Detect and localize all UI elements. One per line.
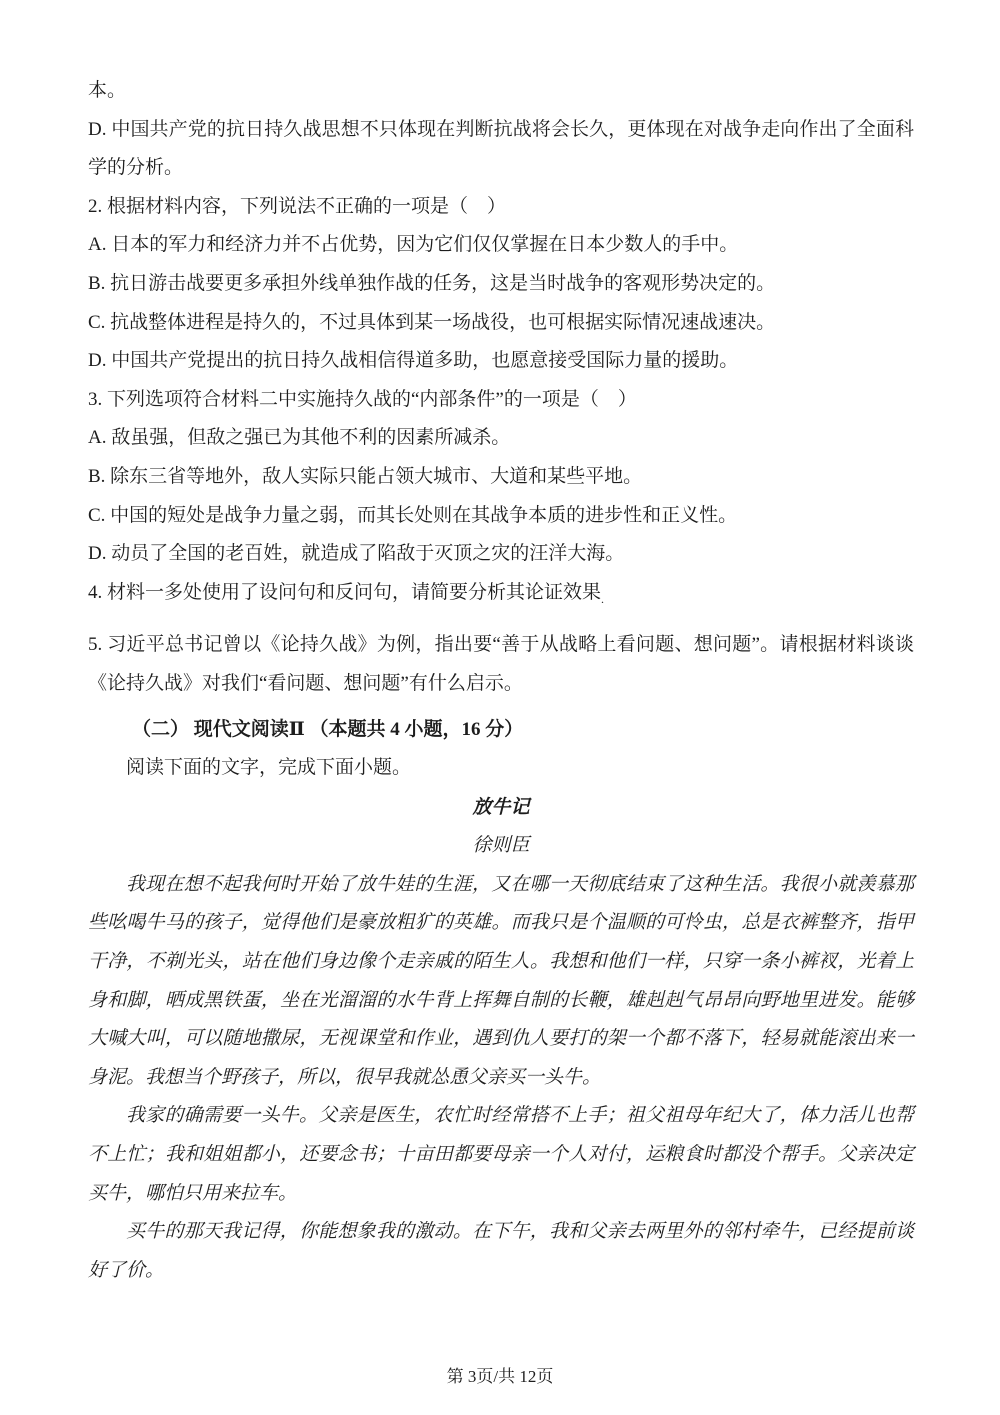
essay-title: 放牛记 (472, 795, 530, 818)
essay-author: 徐则臣 (472, 834, 530, 857)
question-4-text: 4. 材料一多处使用了设问句和反问句，请简要分析其论证效果 (88, 581, 602, 603)
question-5: 5. 习近平总书记曾以《论持久战》为例，指出要“善于从战略上看问题、想问题”。请根据材料谈谈《论持久战》对我们“看问题、想问题”有什么启示。 (88, 634, 914, 694)
exam-page-content (88, 72, 914, 1289)
question-3-stem: 3. 下列选项符合材料二中实施持久战的“内部条件”的一项是（ ） (88, 388, 637, 410)
question-4-trailing-period: . (601, 591, 605, 606)
question-3-option-d: D. 动员了全国的老百姓，就造成了陷敌于灭顶之灾的汪洋大海。 (88, 543, 625, 565)
essay-paragraph-3: 买牛的那天我记得，你能想象我的激动。在下午，我和父亲去两里外的邻村牵牛，已经提前谈好了价。 (88, 1220, 914, 1281)
question-4 (88, 574, 914, 619)
carryover-line: 本。 (88, 80, 127, 101)
question-2-option-a: A. 日本的军力和经济力并不占优势，因为它们仅仅掌握在日本少数人的手中。 (88, 234, 739, 256)
question-3-option-a: A. 敌虽强，但敌之强已为其他不利的因素所减杀。 (88, 427, 511, 449)
question-3-option-b: B. 除东三省等地外，敌人实际只能占领大城市、大道和某些平地。 (88, 465, 643, 487)
question-2-option-b: B. 抗日游击战要更多承担外线单独作战的任务，这是当时战争的客观形势决定的。 (88, 272, 776, 294)
essay-paragraph-2: 我家的确需要一头牛。父亲是医生，农忙时经常搭不上手；祖父祖母年纪大了，体力活儿也帮不上忙；我和姐姐都小，还要念书；十亩田都要母亲一个人对付，运粮食时都没个帮手。父亲决定买牛，哪怕只用来拉车。 (88, 1104, 914, 1204)
question-3-option-c: C. 中国的短处是战争力量之弱，而其长处则在其战争本质的进步性和正义性。 (88, 504, 738, 526)
question-1-option-d: D. 中国共产党的抗日持久战思想不只体现在判断抗战将会长久，更体现在对战争走向作出了全面科学的分析。 (88, 118, 914, 179)
essay-paragraph-1: 我现在想不起我何时开始了放牛娃的生涯，又在哪一天彻底结束了这种生活。我很小就羡慕那些吆喝牛马的孩子，觉得他们是豪放粗犷的英雄。而我只是个温顺的可怜虫，总是衣裤整齐，指甲干净，不剃光头，站在他们身边像个走亲戚的陌生人。我想和他们一样，只穿一条小裤衩，光着上身和脚，晒成黑铁蛋，坐在光溜溜的水牛背上挥舞自制的长鞭，雄赳赳气昂昂向野地里进发。能够大喊大叫，可以随地撒尿，无视课堂和作业，遇到仇人要打的架一个都不落下，轻易就能滚出来一身泥。我想当个野孩子，所以，很早我就怂恿父亲买一头牛。 (88, 872, 914, 1088)
section-2-heading: （二） 现代文阅读Ⅱ （本题共 4 小题，16 分） (132, 718, 524, 740)
question-2-option-d: D. 中国共产党提出的抗日持久战相信得道多助，也愿意接受国际力量的援助。 (88, 350, 739, 372)
question-2-option-c: C. 抗战整体进程是持久的，不过具体到某一场战役，也可根据实际情况速战速决。 (88, 311, 776, 333)
page-number-indicator: 第 3页/共 12页 (446, 1367, 554, 1386)
question-2-stem: 2. 根据材料内容，下列说法不正确的一项是（ ） (88, 195, 507, 217)
reading-instruction: 阅读下面的文字，完成下面小题。 (126, 757, 412, 779)
